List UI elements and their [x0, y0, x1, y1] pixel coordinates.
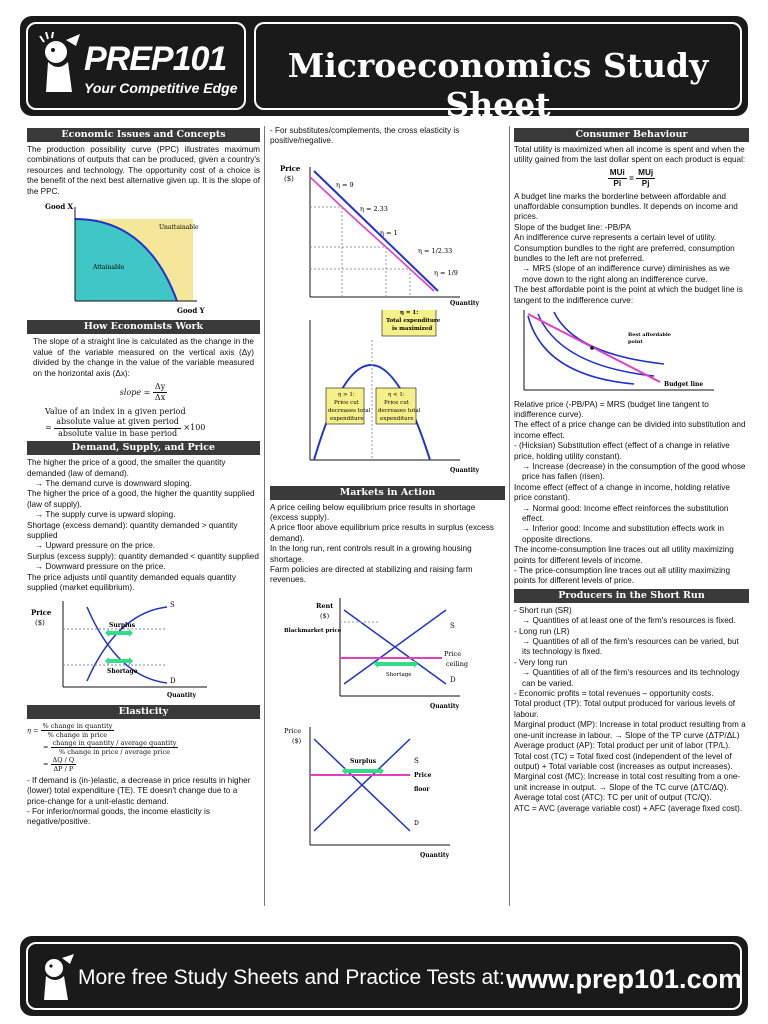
budget-line-label: Budget line	[664, 381, 704, 389]
column-divider	[264, 126, 265, 906]
text-line: Income effect (effect of a change in income, holding relative price constant).	[514, 482, 730, 503]
price-floor-label: floor	[414, 786, 430, 794]
text-line: → Normal good: Income effect reinforces the substitution effect.	[522, 503, 729, 523]
text-line: - Long run (LR)	[514, 626, 570, 636]
rent-x-label: Quantity	[430, 702, 460, 710]
formula-text: slope =	[119, 387, 151, 397]
rent-y-unit: ($)	[320, 611, 330, 620]
text-line: → Inferior good: Income and substitution effects work in opposite directions.	[522, 524, 724, 544]
text-line: Farm policies are directed at stabilizing and raising farm revenues.	[270, 565, 473, 585]
te-inelastic-text: η < 1:	[388, 392, 405, 399]
footer-text: More free Study Sheets and Practice Tests at:	[78, 966, 505, 989]
ppc-unattainable-label: Unattainable	[159, 224, 199, 232]
footer-url-link[interactable]: www.prep101.com	[506, 964, 743, 994]
shortage-arrow	[374, 660, 418, 668]
denominator: absolute value in base period	[58, 428, 178, 438]
rent-y-label: Rent	[316, 601, 334, 610]
te-inelastic-text: decreases total	[378, 408, 421, 415]
numerator: MUi	[608, 168, 627, 179]
header-banner	[20, 16, 748, 124]
best-point-label: Best affordable	[628, 332, 671, 339]
te-elastic-text: decreases total	[328, 408, 371, 415]
ppc-paragraph: The production possibility curve (PPC) illustrates maximum combinations of outputs that can be produced, given a country's resources and technology. The opportunity cost of a choice is the benefit of the next best alternative given up. It is the slope of the PPC.	[27, 145, 260, 196]
numerator: change in quantity / average quantity	[52, 738, 177, 747]
footer-box	[26, 942, 742, 1010]
mu-formula	[514, 168, 749, 190]
section-heading: Markets in Action	[270, 486, 505, 500]
text-line: In the long run, rent controls result in a growing housing shortage.	[270, 544, 472, 564]
text-line: → Quantities of all of the firm's resources and its technology can be varied.	[522, 668, 740, 688]
text-line: A budget line marks the borderline between affordable and unaffordable consumption bundles. It depends on income and prices.	[514, 191, 738, 222]
page-title: Microeconomics Study Sheet	[287, 46, 709, 124]
elasticity-text-1: - If demand is (in-)elastic, a decrease in price results in higher (lower) total expenditure (TE). TE doesn't change due to a price-change for a unit-elastic demand.	[27, 775, 251, 806]
text-line: Relative price (-PB/PA) = MRS (budget line tangent to indifference curve).	[514, 399, 709, 419]
surplus-arrow	[105, 629, 133, 637]
text-line: Average product (AP): Total product per unit of labor (TP/L).	[514, 741, 731, 751]
price-ceiling-label: ceiling	[446, 659, 469, 668]
markets-text	[270, 503, 505, 586]
formula-text: =	[43, 743, 49, 752]
budget-line	[528, 314, 660, 382]
slope-formula	[27, 382, 260, 404]
column-2	[270, 126, 505, 869]
elasticity-arrow	[386, 247, 410, 269]
rent-demand-label: D	[450, 675, 456, 684]
sd-demand-label: D	[170, 677, 176, 686]
rent-shortage-label: Shortage	[386, 671, 412, 678]
text-line: → Quantities of all of the firm's resources can be varied, but its technology is fixed.	[522, 637, 739, 657]
fraction	[153, 382, 167, 404]
text-line: A price ceiling below equilibrium price results in shortage (excess supply).	[270, 502, 476, 523]
floor-y-unit: ($)	[292, 737, 302, 746]
numerator: % change in quantity	[42, 721, 113, 730]
formula-text: =	[45, 423, 52, 433]
formula-text: =	[43, 760, 49, 769]
footer-banner	[20, 936, 748, 1016]
numerator: MUj	[636, 168, 655, 179]
text-line: → MRS (slope of an indifference curve) diminishes as we move down to the right along an indifference curve.	[522, 264, 730, 284]
el-label: η = 9	[336, 180, 354, 189]
el-label: η = 1/2.33	[418, 246, 453, 255]
fraction	[51, 739, 179, 756]
formula-text: η =	[27, 726, 39, 735]
elasticity-formula	[27, 722, 260, 773]
indifference-chart	[514, 306, 749, 396]
price-floor-label: Price	[414, 772, 432, 780]
brand-tagline: Your Competitive Edge	[84, 80, 238, 96]
consumer-text	[514, 192, 749, 306]
text-line: Slope of the budget line: -PB/PA	[514, 222, 631, 232]
ppc-x-label: Good Y	[177, 306, 205, 316]
floor-surplus-label: Surplus	[350, 758, 377, 766]
demand-line	[314, 171, 438, 291]
price-effect-text	[514, 400, 749, 587]
floor-demand-label: D	[414, 820, 419, 828]
surplus-arrow	[342, 767, 384, 775]
text-line: The effect of a price change can be divided into substitution and income effect.	[514, 420, 746, 440]
sd-shortage-label: Shortage	[107, 668, 138, 676]
fraction	[54, 417, 181, 439]
best-point-label: point	[628, 339, 643, 346]
logo[interactable]	[26, 22, 246, 110]
cross-elasticity-text: - For substitutes/complements, the cross elasticity is positive/negative.	[270, 126, 460, 146]
el-x-label: Quantity	[450, 299, 480, 307]
fraction	[41, 722, 115, 739]
denominator: ΔP / P	[53, 764, 74, 773]
numerator: Δy	[153, 382, 167, 393]
text-line: Average total cost (ATC): TC per unit of output (TC/Q).	[514, 793, 712, 803]
column-1	[27, 126, 260, 828]
section-heading: How Economists Work	[27, 320, 260, 334]
el-label: η = 2.33	[360, 204, 388, 213]
utility-paragraph: Total utility is maximized when all income is spent and when the utility gained from the last dollar spent on each product is equal:	[514, 145, 746, 165]
formula-text: ×100	[183, 423, 206, 433]
denominator: % change in price / average price	[58, 747, 170, 756]
section-heading: Demand, Supply, and Price	[27, 441, 260, 455]
best-affordable-point	[590, 346, 594, 350]
ppc-chart	[27, 197, 260, 315]
brand-name: PREP101	[84, 40, 227, 78]
numerator: ΔQ / Q	[52, 755, 75, 764]
blackmarket-label: Blackmarket price	[284, 627, 342, 634]
formula-text: Value of an index in a given period	[45, 406, 186, 416]
slope-paragraph: The slope of a straight line is calculated as the change in the value of the variable measured on the vertical axis (Δy) divided by the change in the value of the variable measured on the horizontal axis (Δx):	[33, 337, 254, 378]
sd-y-unit: ($)	[35, 619, 45, 628]
formula-text: =	[629, 173, 634, 183]
text-line: → Downward pressure on the price.	[35, 562, 166, 572]
text-line: Total cost (TC) = Total fixed cost (independent of the level of output) + Total variable cost (increases as output increases).	[514, 751, 733, 771]
denominator: % change in price	[47, 730, 108, 739]
text-line: The higher the price of a good, the smaller the quantity demanded (law of demand).	[27, 458, 226, 478]
text-line: Total product (TP): Total output produced for various levels of labour.	[514, 699, 736, 719]
elasticity-arrow	[410, 269, 434, 291]
fraction	[51, 756, 77, 773]
indifference-curve	[538, 314, 654, 376]
te-x-label: Quantity	[450, 467, 480, 475]
sd-surplus-label: Surplus	[109, 622, 136, 630]
sd-x-label: Quantity	[167, 692, 197, 700]
text-line: The income-consumption line traces out all utility maximizing points for different levels of income.	[514, 545, 734, 565]
te-elastic-text: η > 1:	[338, 392, 355, 399]
text-line: ATC = AVC (average variable cost) + AFC (average fixed cost).	[514, 803, 743, 813]
rent-control-chart	[270, 586, 505, 712]
section-heading: Consumer Behaviour	[514, 128, 749, 142]
text-line: Shortage (excess demand): quantity demanded > quantity supplied	[27, 520, 238, 540]
floor-x-label: Quantity	[420, 852, 450, 860]
floor-supply-label: S	[414, 757, 419, 766]
fraction	[636, 168, 655, 190]
el-label: η = 1/9	[434, 268, 458, 277]
elasticity-text-2: - For inferior/normal goods, the income elasticity is negative/positive.	[27, 807, 210, 827]
index-formula	[27, 407, 260, 439]
mascot-icon	[38, 32, 86, 104]
rent-supply-label: S	[450, 621, 455, 630]
te-max-text: is maximized	[392, 326, 433, 333]
te-elastic-text: expenditure	[330, 416, 364, 423]
demand-supply-text	[27, 458, 260, 593]
el-y-label: Price	[280, 163, 301, 173]
supply-demand-chart	[27, 593, 260, 699]
text-line: → Quantities of at least one of the firm's resources is fixed.	[522, 616, 736, 626]
floor-y-label: Price	[284, 727, 302, 736]
el-label: η = 1	[380, 228, 398, 237]
mascot-icon	[38, 952, 78, 1004]
te-max-text: η = 1:	[400, 310, 419, 317]
text-line: - Economic profits = total revenues – opportunity costs.	[514, 689, 714, 699]
elasticity-chart	[270, 147, 505, 307]
column-divider	[509, 126, 510, 906]
text-line: The price adjusts until quantity demanded equals quantity supplied (market equilibrium).	[27, 572, 236, 592]
sd-supply-label: S	[170, 601, 175, 610]
column-3	[514, 126, 749, 814]
fraction	[608, 168, 627, 190]
text-line: The best affordable point is the point at which the budget line is tangent to the indifference curve:	[514, 285, 743, 305]
text-line: → The supply curve is upward sloping.	[35, 510, 176, 520]
numerator: absolute value at given period	[54, 417, 181, 428]
text-line: An indifference curve represents a certain level of utility. Consumption bundles to the right are preferred, consumption bundles to the left are not preferred.	[514, 233, 735, 264]
text-line: A price floor above equilibrium price results in surplus (excess demand).	[270, 523, 494, 543]
title-box	[254, 22, 742, 124]
price-floor-chart	[270, 715, 505, 865]
total-expenditure-chart	[270, 310, 505, 480]
section-heading: Elasticity	[27, 705, 260, 719]
section-heading: Producers in the Short Run	[514, 589, 749, 603]
ppc-y-label: Good X	[45, 202, 74, 212]
te-inelastic-text: expenditure	[380, 416, 414, 423]
text-line: - (Hicksian) Substitution effect (effect of a change in relative price, holding utility constant).	[514, 441, 730, 461]
denominator: Δx	[154, 393, 166, 403]
text-line: Marginal cost (MC): Increase in total cost resulting from a one-unit increase in output. → Slope of the TC curve (ΔTC/ΔQ).	[514, 772, 741, 792]
text-line: Surplus (excess supply): quantity demanded < quantity supplied	[27, 551, 259, 561]
te-elastic-text: Price cut	[334, 400, 360, 407]
denominator: Pi	[613, 179, 622, 189]
text-line: - Short run (SR)	[514, 605, 572, 615]
price-ceiling-label: Price	[444, 649, 462, 658]
te-max-text: Total expenditure	[386, 318, 441, 325]
el-y-unit: ($)	[284, 174, 294, 183]
te-inelastic-text: Price cut	[384, 400, 410, 407]
producers-text	[514, 606, 749, 814]
text-line: → Upward pressure on the price.	[35, 541, 156, 551]
section-heading: Economic Issues and Concepts	[27, 128, 260, 142]
denominator: Pj	[641, 179, 650, 189]
text-line: - The price-consumption line traces out all utility maximizing points for different levels of price.	[514, 566, 730, 586]
text-line: Marginal product (MP): Increase in total product resulting from a one-unit increase in labour. → Slope of the TP curve (ΔTP/ΔL)	[514, 720, 746, 740]
text-line: The higher the price of a good, the higher the quantity supplied (law of supply).	[27, 489, 255, 509]
text-line: - Very long run	[514, 657, 568, 667]
sd-y-label: Price	[31, 608, 52, 618]
ppc-attainable-label: Attainable	[93, 264, 125, 272]
text-line: → Increase (decrease) in the consumption of the good whose price has fallen (risen).	[522, 461, 746, 482]
text-line: → The demand curve is downward sloping.	[35, 478, 192, 488]
